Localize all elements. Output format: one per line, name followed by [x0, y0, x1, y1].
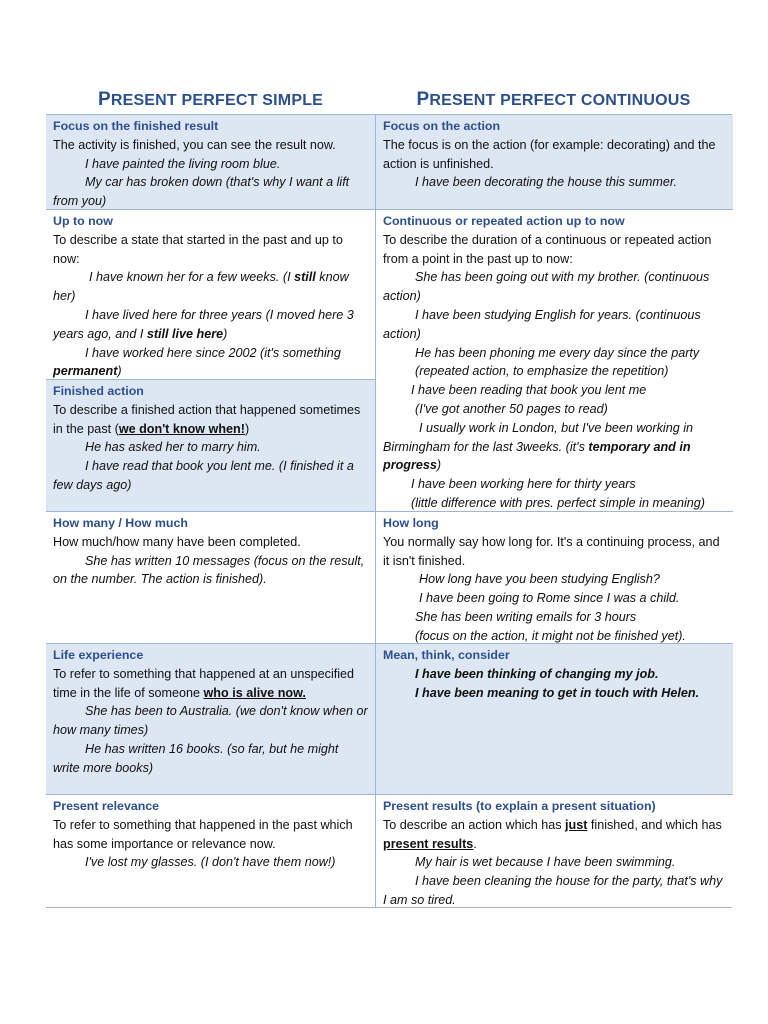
- section-title: Present relevance: [53, 799, 160, 813]
- cell-focus-action: [376, 115, 733, 209]
- example: She has been going out with my brother. (continuous action): [383, 270, 710, 304]
- section-text: You normally say how long for. It's a continuing process, and it isn't finished.: [383, 534, 720, 568]
- table-headers: [46, 86, 732, 114]
- section-title: Focus on the finished result: [53, 119, 219, 133]
- section-title: Mean, think, consider: [383, 648, 510, 662]
- section-title: How many / How much: [53, 516, 188, 530]
- example: I have been decorating the house this summer.: [415, 175, 678, 190]
- section-title: Life experience: [53, 648, 144, 662]
- example: I have been working here for thirty years: [411, 477, 636, 492]
- section-title: Up to now: [53, 214, 113, 228]
- example: I usually work in London, but I've been working in Birmingham for the last 3weeks. (it's temporary and in progress): [383, 420, 694, 473]
- section-title: Finished action: [53, 384, 144, 398]
- example: I have worked here since 2002 (it's something permanent): [53, 345, 341, 379]
- example: I have been meaning to get in touch with Helen.: [415, 685, 700, 700]
- example: She has been to Australia. (we don't know when or how many times): [53, 704, 368, 738]
- header-present-perfect-continuous: PRESENT PERFECT CONTINUOUS: [416, 89, 691, 110]
- section-text: To refer to something that happened at an unspecified time in the life of someone who is alive now.: [53, 666, 355, 700]
- section-text: To describe a finished action that happened sometimes in the past (we don't know when!): [53, 402, 361, 436]
- cell-life-experience: [46, 643, 375, 794]
- cell-finished-action: [46, 379, 375, 511]
- section-text: The focus is on the action (for example: decorating) and the action is unfinished.: [383, 137, 716, 171]
- section-text: To describe the duration of a continuous or repeated action from a point in the past up to now:: [383, 232, 712, 266]
- cell-continuous-repeated: [376, 209, 733, 511]
- section-title: Focus on the action: [383, 119, 501, 133]
- cell-how-many: [46, 511, 375, 643]
- example: I have read that book you lent me. (I finished it a few days ago): [53, 459, 354, 492]
- example: (little difference with pres. perfect simple in meaning): [411, 495, 705, 510]
- example: My hair is wet because I have been swimming.: [415, 855, 676, 870]
- header-present-perfect-simple: PRESENT PERFECT SIMPLE: [97, 89, 324, 110]
- example: I have painted the living room blue.: [85, 156, 281, 171]
- example: (repeated action, to emphasize the repetition): [415, 364, 669, 379]
- example: I have been reading that book you lent me: [411, 383, 647, 398]
- example: He has written 16 books. (so far, but he might write more books): [53, 741, 339, 775]
- section-title: Present results (to explain a present situation): [383, 799, 656, 813]
- cell-how-long: [376, 511, 733, 643]
- example: (I've got another 50 pages to read): [415, 401, 608, 416]
- section-text: The activity is finished, you can see the result now.: [53, 137, 336, 152]
- table-body: [46, 114, 732, 908]
- section-text: To describe a state that started in the past and up to now:: [53, 232, 343, 266]
- example: He has been phoning me every day since the party: [415, 345, 700, 360]
- example: (focus on the action, it might not be finished yet).: [415, 628, 686, 643]
- cell-mean-think: [376, 643, 733, 794]
- example: I have been thinking of changing my job.: [415, 666, 659, 681]
- example: She has been writing emails for 3 hours: [415, 609, 637, 624]
- example: She has written 10 messages (focus on the result, on the number. The action is finished).: [53, 553, 365, 587]
- example: My car has broken down (that's why I want a lift from you): [53, 175, 350, 209]
- section-title: How long: [383, 516, 439, 530]
- cell-up-to-now: [46, 209, 375, 379]
- example: I have known her for a few weeks. (I still know her): [53, 270, 349, 304]
- cell-present-results: [376, 794, 733, 907]
- example: He has asked her to marry him.: [85, 440, 261, 455]
- section-text: How much/how many have been completed.: [53, 534, 301, 549]
- example: I have been studying English for years. (continuous action): [383, 307, 701, 341]
- cell-finished-result: [46, 115, 375, 209]
- example: I have been cleaning the house for the party, that's why I am so tired.: [383, 874, 723, 907]
- section-text: To refer to something that happened in the past which has some importance or relevance now.: [53, 817, 353, 851]
- cell-present-relevance: [46, 794, 375, 907]
- example: How long have you been studying English?: [419, 572, 660, 587]
- example: I have been going to Rome since I was a child.: [419, 591, 680, 606]
- example: I've lost my glasses. (I don't have them now!): [85, 855, 336, 870]
- column-continuous: [375, 115, 733, 907]
- grammar-table: [46, 86, 732, 907]
- section-title: Continuous or repeated action up to now: [383, 214, 625, 228]
- section-text: To describe an action which has just finished, and which has present results.: [383, 817, 722, 851]
- example: I have lived here for three years (I moved here 3 years ago, and I still live here): [53, 307, 354, 341]
